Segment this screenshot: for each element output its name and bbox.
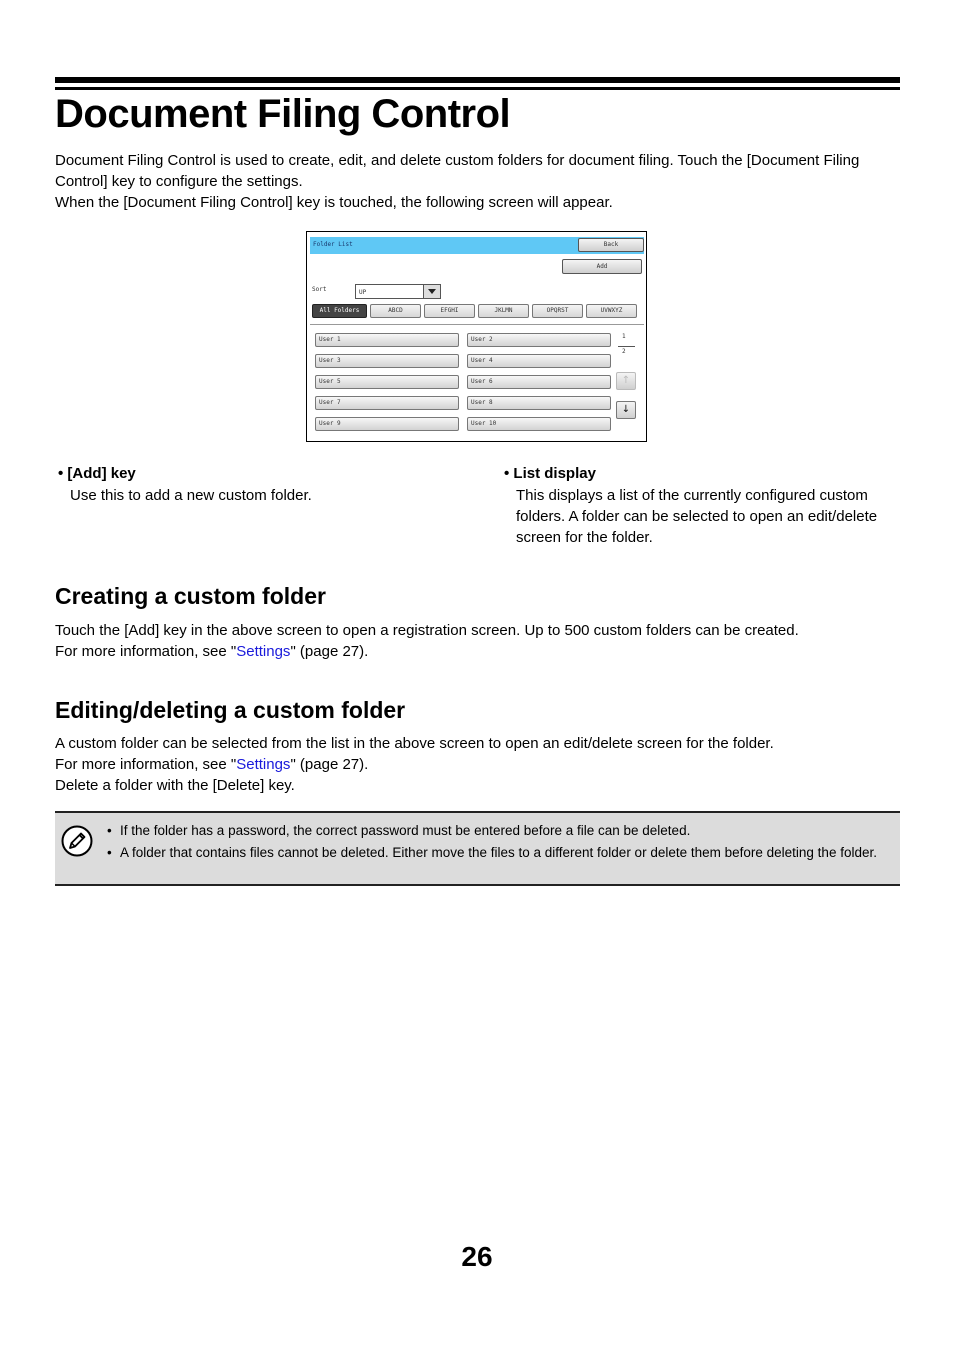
edit-reference bbox=[55, 754, 900, 775]
tab-divider bbox=[310, 324, 644, 325]
note-pencil-icon bbox=[61, 825, 93, 857]
settings-link[interactable]: Settings bbox=[236, 756, 291, 773]
intro-line-2: When the [Document Filing Control] key is touched, the following screen will appear. bbox=[55, 194, 613, 211]
index-tabs bbox=[312, 304, 644, 319]
screen-title-bar bbox=[310, 237, 644, 254]
title-rule-thick bbox=[55, 77, 900, 83]
folder-item[interactable]: User 7 bbox=[315, 396, 459, 410]
sort-value: UP bbox=[359, 289, 367, 296]
page-number: 26 bbox=[461, 1241, 493, 1272]
list-display-title: • List display bbox=[504, 465, 596, 482]
ref-suffix: " (page 27). bbox=[290, 643, 369, 660]
tab-opqrst[interactable]: OPQRST bbox=[532, 304, 583, 318]
ref-prefix: For more information, see " bbox=[55, 756, 237, 773]
tab-abcd[interactable]: ABCD bbox=[370, 304, 421, 318]
add-button[interactable]: Add bbox=[562, 259, 642, 274]
page-current: 1 bbox=[622, 333, 626, 340]
folder-item[interactable]: User 1 bbox=[315, 333, 459, 347]
title-rule-thin bbox=[55, 87, 900, 90]
folder-item[interactable]: User 10 bbox=[467, 417, 611, 431]
list-display-text: This displays a list of the currently configured custom folders. A folder can be selected to open an edit/delete screen for the folder. bbox=[516, 487, 878, 546]
page-divider bbox=[618, 346, 635, 347]
folder-item[interactable]: User 6 bbox=[467, 375, 611, 389]
tab-uvwxyz[interactable]: UVWXYZ bbox=[586, 304, 637, 318]
arrow-up-icon[interactable]: ↑ bbox=[616, 372, 636, 390]
sort-select[interactable] bbox=[355, 284, 441, 299]
arrow-down-icon[interactable]: ↓ bbox=[616, 401, 636, 419]
section-heading-edit: Editing/deleting a custom folder bbox=[55, 697, 406, 723]
add-key-title: • [Add] key bbox=[58, 465, 136, 482]
screen-title: Folder List bbox=[313, 241, 353, 248]
section-create-body bbox=[55, 620, 900, 662]
intro-line-1: Document Filing Control is used to create, edit, and delete custom folders for document filing. Touch the [Document Filing Control] key to configure the settings. bbox=[55, 152, 860, 190]
page-title: Document Filing Control bbox=[55, 92, 511, 136]
sort-label: Sort bbox=[312, 286, 327, 293]
tab-jklmn[interactable]: JKLMN bbox=[478, 304, 529, 318]
add-key-text: Use this to add a new custom folder. bbox=[70, 487, 312, 504]
tab-all-folders[interactable]: All Folders bbox=[312, 304, 367, 318]
ref-prefix: For more information, see " bbox=[55, 643, 237, 660]
note-item: • A folder that contains files cannot be deleted. Either move the files to a different folder or delete them before deleting the folder. bbox=[107, 843, 887, 862]
section-heading-create: Creating a custom folder bbox=[55, 583, 326, 609]
note-list bbox=[107, 821, 887, 865]
folder-item[interactable]: User 4 bbox=[467, 354, 611, 368]
folder-item[interactable]: User 5 bbox=[315, 375, 459, 389]
folder-item[interactable]: User 2 bbox=[467, 333, 611, 347]
note-box bbox=[55, 811, 900, 886]
ref-suffix: " (page 27). bbox=[290, 756, 369, 773]
intro-text bbox=[55, 150, 900, 213]
section-edit-body bbox=[55, 733, 900, 796]
settings-link[interactable]: Settings bbox=[236, 643, 291, 660]
back-button[interactable]: Back bbox=[578, 238, 644, 252]
folder-item[interactable]: User 9 bbox=[315, 417, 459, 431]
create-reference bbox=[55, 641, 900, 662]
folder-item[interactable]: User 3 bbox=[315, 354, 459, 368]
page-total: 2 bbox=[622, 348, 626, 355]
folder-item[interactable]: User 8 bbox=[467, 396, 611, 410]
folder-list-screenshot bbox=[306, 231, 647, 442]
create-text: Touch the [Add] key in the above screen to open a registration screen. Up to 500 custom folders can be created. bbox=[55, 622, 799, 639]
tab-efghi[interactable]: EFGHI bbox=[424, 304, 475, 318]
edit-delete-text: Delete a folder with the [Delete] key. bbox=[55, 777, 295, 794]
chevron-down-icon[interactable] bbox=[423, 285, 440, 298]
edit-text: A custom folder can be selected from the list in the above screen to open an edit/delete screen for the folder. bbox=[55, 735, 774, 752]
note-item: • If the folder has a password, the correct password must be entered before a file can be deleted. bbox=[107, 821, 887, 840]
